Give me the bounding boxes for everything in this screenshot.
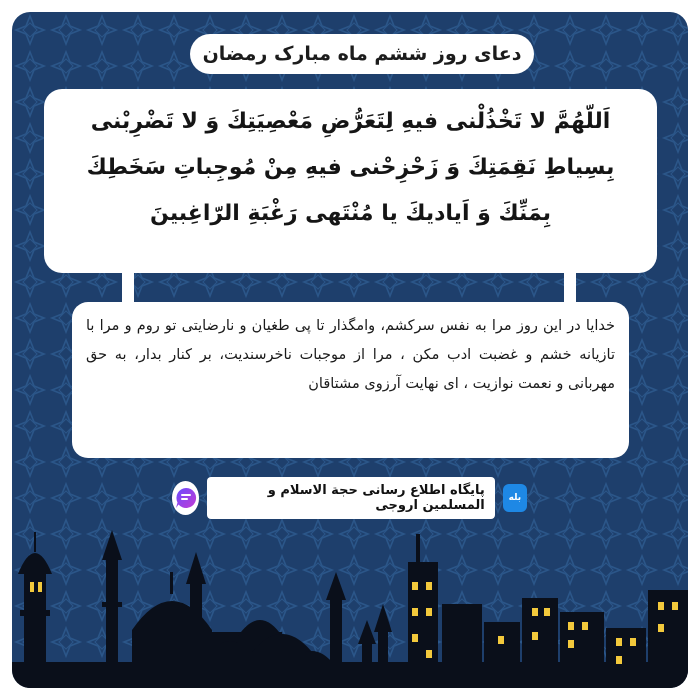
bale-messenger-icon[interactable]	[503, 484, 527, 512]
chat-bubble-icon[interactable]	[172, 481, 199, 515]
arabic-prayer-text: اَللّهُمَّ لا تَخْذُلْنى فيهِ لِتَعَرُّضِ مَعْصِيَتِكَ وَ لا تَضْرِبْنى بِسِياطِ نَقِمَتِكَ وَ زَحْزِحْنى فيهِ مِنْ مُوجِباتِ سَخَطِكَ بِمَنِّكَ وَ اَياديكَ يا مُنْتَهى رَغْبَةِ الرّاغِبينَ	[44, 89, 657, 273]
page-title: دعای روز ششم ماه مبارک رمضان	[190, 34, 534, 74]
persian-translation-text: خدایا در این روز مرا به نفس سرکشم، وامگذار تا پی طغیان و نارضایتی تو روم و مرا با تازیانه خشم و غضبت ادب مکن ، مرا از موجبات ناخرسندیت، بر کنار بدار، به حق مهربانی و نعمت نوازیت ، ای نهایت آرزوی مشتاقان	[72, 302, 629, 458]
footer-credit	[172, 482, 527, 514]
city-skyline-silhouette	[12, 512, 688, 688]
bale-label: بله	[508, 493, 522, 503]
site-name-label: پایگاه اطلاع رسانی حجة الاسلام و المسلمین اروجی	[207, 477, 494, 519]
poster-card	[12, 12, 688, 688]
